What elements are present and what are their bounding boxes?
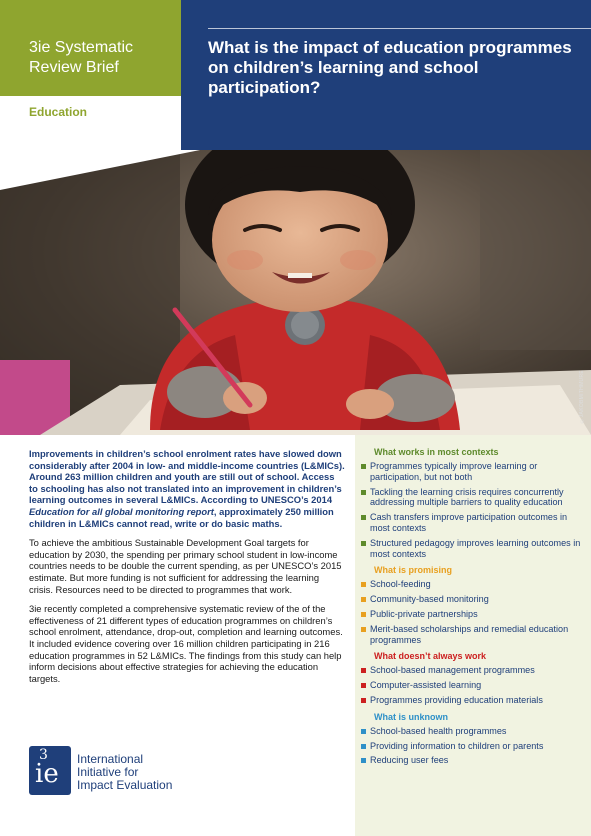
list-item — [360, 594, 581, 605]
blue-bullet-icon — [361, 729, 366, 734]
logo-mark-3: 3 — [39, 747, 48, 763]
red-bullet-icon — [361, 683, 366, 688]
list-item — [360, 726, 581, 737]
list-item-text: Programmes providing education materials — [370, 694, 543, 705]
title-banner — [181, 0, 591, 150]
orange-bullet-icon — [361, 582, 366, 587]
green-bullet-icon — [361, 490, 366, 495]
topic-label: Education — [29, 105, 88, 119]
list-item-text: Computer-assisted learning — [370, 680, 482, 691]
title-rule — [208, 28, 591, 29]
list-item-text: School-feeding — [370, 579, 431, 590]
photo-credit: ©JAKOBMITHMURE — [579, 370, 585, 424]
org-name-line-3: Impact Evaluation — [77, 778, 173, 792]
list-item — [360, 624, 581, 646]
list-item-text: School-based health programmes — [370, 725, 507, 736]
cover-photo — [0, 130, 591, 435]
list-item-text: Cash transfers improve participation outcomes in most contexts — [370, 512, 568, 533]
list-item — [360, 512, 581, 534]
list-item-text: School-based management programmes — [370, 665, 535, 676]
brief-label-block — [0, 0, 181, 96]
list-item — [360, 755, 581, 766]
list-item — [360, 609, 581, 620]
topic-block — [0, 96, 181, 150]
list-item-text: Merit-based scholarships and remedial education programmes — [370, 623, 569, 645]
green-bullet-icon — [361, 515, 366, 520]
green-bullet-icon — [361, 541, 366, 546]
report-title: Education for all global monitoring report — [29, 505, 214, 517]
list-item — [360, 695, 581, 706]
blue-bullet-icon — [361, 758, 366, 763]
list-item-text: Reducing user fees — [370, 755, 449, 766]
blue-bullet-icon — [361, 744, 366, 749]
list-item-text: Public-private partnerships — [370, 608, 478, 619]
organisation-name — [77, 753, 172, 792]
logo-mark-ie: ie — [35, 759, 59, 789]
brief-label: 3ie Systematic Review Brief — [29, 39, 134, 76]
list-item-text: Programmes typically improve learning or participation, but not both — [370, 461, 538, 482]
not-always-list — [360, 665, 581, 705]
list-item-text: Community-based monitoring — [370, 594, 489, 605]
list-item-text: Tackling the learning crisis requires concurrently addressing multiple barriers to quality education — [370, 486, 564, 508]
intro-text-1: Improvements in children’s school enrolment rates have slowed down considerably after 2004 in low- and middle-income countries (L&MICs). Around 263 million children and youth are still out of school. Access to schooling has also not translated into an improvement in children’s learning outcomes in several L&MICs. According to UNESCO’s 2014 — [29, 448, 345, 506]
unknown-list — [360, 726, 581, 766]
promising-list — [360, 579, 581, 645]
orange-bullet-icon — [361, 627, 366, 632]
logo-mark — [29, 746, 71, 795]
main-text — [29, 448, 345, 684]
org-name-line-2: Initiative for — [77, 765, 139, 779]
body-paragraph-2: 3ie recently completed a comprehensive systematic review of the of the effectiveness of 21 different types of education programmes on children’s school enrolment, attendance, drop-out, completion and learning outcomes. It included evidence covering over 16 million children participating in 216 education programmes in 52 L&MICs. The findings from this study can help inform decisions about effective strategies for achieving the education targets. — [29, 603, 343, 684]
page-title: What is the impact of education programmes on children’s learning and school participation? — [208, 38, 572, 97]
list-item — [360, 579, 581, 590]
green-bullet-icon — [361, 464, 366, 469]
works-list — [360, 461, 581, 559]
list-item — [360, 538, 581, 560]
3ie-logo — [29, 746, 199, 796]
list-item — [360, 741, 581, 752]
list-item-text: Structured pedagogy improves learning outcomes in most contexts — [370, 537, 581, 559]
intro-text-2: , approximately 250 million children in L&MICs cannot read, write or do basic maths. — [29, 505, 334, 529]
red-bullet-icon — [361, 698, 366, 703]
org-name-line-1: International — [77, 752, 144, 766]
unknown-heading: What is unknown — [374, 711, 448, 722]
list-item — [360, 665, 581, 676]
list-item — [360, 461, 581, 483]
list-item — [360, 487, 581, 509]
body-paragraph-1: To achieve the ambitious Sustainable Development Goal targets for education by 2030, the spending per primary school student in low-income countries needs to be double the current spending, as per UNESCO’s 2015 estimate. But more funding is not sufficient for addressing the learning crisis. Resources need to be directed to programmes that work. — [29, 537, 342, 595]
works-heading: What works in most contexts — [374, 447, 499, 457]
promising-heading: What is promising — [374, 565, 453, 576]
orange-bullet-icon — [361, 612, 366, 617]
list-item-text: Providing information to children or parents — [370, 740, 544, 751]
orange-bullet-icon — [361, 597, 366, 602]
child-writing-illustration — [0, 130, 591, 435]
intro-paragraph — [29, 448, 345, 529]
findings-sidebar — [355, 435, 591, 836]
red-bullet-icon — [361, 668, 366, 673]
not-always-heading: What doesn’t always work — [374, 651, 487, 662]
list-item — [360, 680, 581, 691]
